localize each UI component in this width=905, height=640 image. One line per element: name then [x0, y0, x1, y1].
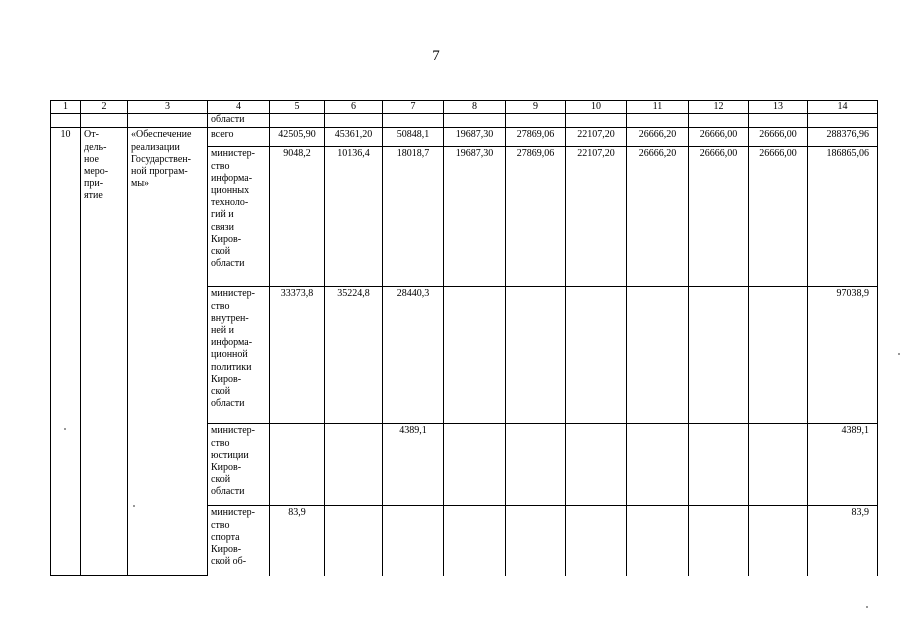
executor-line: области: [211, 486, 245, 498]
value-cell: [506, 424, 566, 506]
scan-speck: [898, 353, 900, 355]
value-cell: [627, 424, 689, 506]
value-cell: 26666,00: [689, 147, 749, 287]
header-cell: 13: [749, 101, 808, 114]
value-cell: 26666,00: [749, 147, 808, 287]
value-cell: 27869,06: [506, 147, 566, 287]
value-cell: [325, 424, 383, 506]
value-cell: [749, 506, 808, 576]
value-cell: 83,9: [270, 506, 325, 576]
value-cell: 27869,06: [506, 128, 566, 147]
value-cell: 28440,3: [383, 287, 444, 424]
executor-line: Киров-: [211, 544, 242, 556]
executor-line: ской: [211, 246, 231, 258]
header-cell: 10: [566, 101, 627, 114]
empty-cell: [81, 114, 128, 128]
executor-cell: [208, 424, 270, 506]
value-cell: 4389,1: [808, 424, 878, 506]
value-cell: 97038,9: [808, 287, 878, 424]
activity-type-line: ятие: [84, 190, 103, 202]
carry-over-executor: области: [208, 114, 270, 128]
value-cell: [383, 506, 444, 576]
header-row: [51, 101, 878, 114]
executor-line: Киров-: [211, 462, 242, 474]
empty-cell: [128, 114, 208, 128]
activity-title: [128, 128, 208, 576]
value-cell: 10136,4: [325, 147, 383, 287]
header-cell: 3: [128, 101, 208, 114]
value-cell: 42505,90: [270, 128, 325, 147]
activity-type-line: ное: [84, 153, 99, 165]
header-cell: 6: [325, 101, 383, 114]
executor-line: техноло-: [211, 197, 249, 209]
value-cell: 22107,20: [566, 147, 627, 287]
header-cell: 14: [808, 101, 878, 114]
executor-line: информа-: [211, 172, 253, 184]
scan-speck: [866, 606, 868, 608]
value-cell: 26666,00: [689, 128, 749, 147]
header-cell: 12: [689, 101, 749, 114]
value-cell: 45361,20: [325, 128, 383, 147]
activity-title-line: реализации: [131, 141, 180, 153]
value-cell: 50848,1: [383, 128, 444, 147]
activity-title-line: мы»: [131, 178, 150, 190]
activity-title-line: Государствен-: [131, 153, 191, 165]
executor-cell: [208, 128, 270, 147]
executor-line: Киров-: [211, 373, 242, 385]
activity-type-line: при-: [84, 178, 104, 190]
value-cell: [566, 424, 627, 506]
executor-line: ство: [211, 519, 230, 531]
executor-line: министер-: [211, 425, 255, 437]
header-cell: 8: [444, 101, 506, 114]
executor-line: министер-: [211, 148, 255, 160]
executor-line: внутрен-: [211, 312, 249, 324]
value-cell: [566, 506, 627, 576]
executor-line: спорта: [211, 531, 240, 543]
scan-speck: [133, 505, 135, 507]
empty-cell: [51, 114, 81, 128]
header-cell: 2: [81, 101, 128, 114]
executor-line: ской: [211, 474, 231, 486]
table-row: [51, 128, 878, 147]
executor-line: области: [211, 258, 245, 270]
value-cell: 26666,00: [749, 128, 808, 147]
executor-line: информа-: [211, 337, 253, 349]
executor-line: всего: [211, 129, 234, 141]
value-cell: [444, 287, 506, 424]
executor-cell: [208, 287, 270, 424]
executor-line: политики: [211, 361, 252, 373]
value-cell: [506, 506, 566, 576]
value-cell: 4389,1: [383, 424, 444, 506]
value-cell: [627, 506, 689, 576]
executor-line: ство: [211, 437, 230, 449]
value-cell: 33373,8: [270, 287, 325, 424]
value-cell: [325, 506, 383, 576]
executor-line: ской: [211, 386, 231, 398]
executor-line: ней и: [211, 325, 234, 337]
activity-title-line: ной програм-: [131, 166, 188, 178]
value-cell: [627, 287, 689, 424]
header-cell: 11: [627, 101, 689, 114]
executor-line: ционных: [211, 185, 250, 197]
value-cell: 35224,8: [325, 287, 383, 424]
header-cell: 4: [208, 101, 270, 114]
activity-type-line: меро-: [84, 166, 109, 178]
header-cell: 1: [51, 101, 81, 114]
executor-line: области: [211, 398, 245, 410]
executor-line: связи: [211, 221, 234, 233]
header-cell: 9: [506, 101, 566, 114]
value-cell: 186865,06: [808, 147, 878, 287]
value-cell: [689, 424, 749, 506]
header-cell: 7: [383, 101, 444, 114]
value-cell: 19687,30: [444, 128, 506, 147]
value-cell: 9048,2: [270, 147, 325, 287]
value-cell: [689, 506, 749, 576]
value-cell: [444, 424, 506, 506]
executor-line: ской об-: [211, 556, 247, 568]
value-cell: 18018,7: [383, 147, 444, 287]
value-cell: 22107,20: [566, 128, 627, 147]
executor-line: ционной: [211, 349, 248, 361]
value-cell: [270, 424, 325, 506]
value-cell: 288376,96: [808, 128, 878, 147]
executor-cell: [208, 506, 270, 576]
carry-over-row: [51, 114, 878, 128]
value-cell: 26666,20: [627, 147, 689, 287]
activity-type-line: От-: [84, 129, 99, 141]
scan-speck: [64, 428, 66, 430]
header-cell: 5: [270, 101, 325, 114]
activity-type-line: дель-: [84, 141, 107, 153]
activity-number: 10: [51, 128, 81, 576]
page-number: 7: [432, 48, 440, 64]
value-cell: [444, 506, 506, 576]
value-cell: 19687,30: [444, 147, 506, 287]
value-cell: [506, 287, 566, 424]
value-cell: 26666,20: [627, 128, 689, 147]
value-cell: [689, 287, 749, 424]
executor-cell: [208, 147, 270, 287]
budget-table: [50, 100, 878, 576]
value-cell: 83,9: [808, 506, 878, 576]
executor-line: ство: [211, 300, 230, 312]
value-cell: [749, 287, 808, 424]
activity-type: [81, 128, 128, 576]
executor-line: ство: [211, 160, 230, 172]
activity-title-line: «Обеспечение: [131, 129, 192, 141]
executor-line: Киров-: [211, 233, 242, 245]
executor-line: министер-: [211, 507, 255, 519]
executor-line: гий и: [211, 209, 234, 221]
executor-line: министер-: [211, 288, 255, 300]
executor-line: юстиции: [211, 449, 249, 461]
value-cell: [749, 424, 808, 506]
value-cell: [566, 287, 627, 424]
